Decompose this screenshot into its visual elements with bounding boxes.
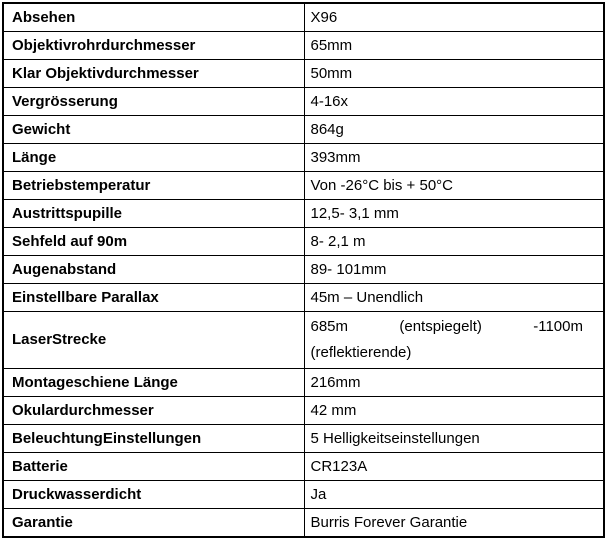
spec-label: Garantie — [3, 509, 304, 538]
table-row-laserstrecke — [3, 312, 604, 369]
spec-value: X96 — [304, 3, 604, 32]
spec-value: 4-16x — [304, 88, 604, 116]
spec-value: 8- 2,1 m — [304, 228, 604, 256]
table-row — [3, 397, 604, 425]
spec-value: 42 mm — [304, 397, 604, 425]
spec-value: 12,5- 3,1 mm — [304, 200, 604, 228]
spec-label: Objektivrohrdurchmesser — [3, 32, 304, 60]
spec-label: Betriebstemperatur — [3, 172, 304, 200]
spec-label: BeleuchtungEinstellungen — [3, 425, 304, 453]
table-row — [3, 481, 604, 509]
table-row — [3, 228, 604, 256]
table-row — [3, 256, 604, 284]
table-row — [3, 172, 604, 200]
table-row — [3, 453, 604, 481]
spec-label: Augenabstand — [3, 256, 304, 284]
spec-value-part: -1100m — [533, 318, 583, 335]
spec-value: 864g — [304, 116, 604, 144]
table-row — [3, 284, 604, 312]
table-row — [3, 3, 604, 32]
spec-value: 5 Helligkeitseinstellungen — [304, 425, 604, 453]
spec-value: 393mm — [304, 144, 604, 172]
spec-label: LaserStrecke — [3, 312, 304, 369]
spec-label: Austrittspupille — [3, 200, 304, 228]
spec-label: Okulardurchmesser — [3, 397, 304, 425]
spec-value: Ja — [304, 481, 604, 509]
table-row — [3, 200, 604, 228]
spec-label: Vergrösserung — [3, 88, 304, 116]
spec-value-line2: (reflektierende) — [310, 344, 412, 361]
spec-label: Länge — [3, 144, 304, 172]
spec-value-part: (entspiegelt) — [399, 318, 482, 335]
spec-value: 65mm — [304, 32, 604, 60]
table-row — [3, 116, 604, 144]
spec-label: Batterie — [3, 453, 304, 481]
spec-label: Montageschiene Länge — [3, 369, 304, 397]
table-row — [3, 425, 604, 453]
spec-value: Von -26°C bis + 50°C — [304, 172, 604, 200]
spec-value-part: 685m — [310, 318, 349, 335]
spec-value: Burris Forever Garantie — [304, 509, 604, 538]
table-row — [3, 32, 604, 60]
spec-value: 50mm — [304, 60, 604, 88]
spec-value: 45m – Unendlich — [304, 284, 604, 312]
spec-value: 216mm — [304, 369, 604, 397]
spec-label: Sehfeld auf 90m — [3, 228, 304, 256]
spec-value: 89- 101mm — [304, 256, 604, 284]
spec-label: Einstellbare Parallax — [3, 284, 304, 312]
spec-value: CR123A — [304, 453, 604, 481]
table-row — [3, 88, 604, 116]
spec-label: Klar Objektivdurchmesser — [3, 60, 304, 88]
table-row — [3, 369, 604, 397]
spec-label: Absehen — [3, 3, 304, 32]
spec-value — [304, 312, 604, 369]
specifications-table — [2, 2, 605, 538]
table-row — [3, 60, 604, 88]
table-row — [3, 144, 604, 172]
spec-value-line1 — [311, 314, 600, 340]
spec-label: Druckwasserdicht — [3, 481, 304, 509]
spec-label: Gewicht — [3, 116, 304, 144]
